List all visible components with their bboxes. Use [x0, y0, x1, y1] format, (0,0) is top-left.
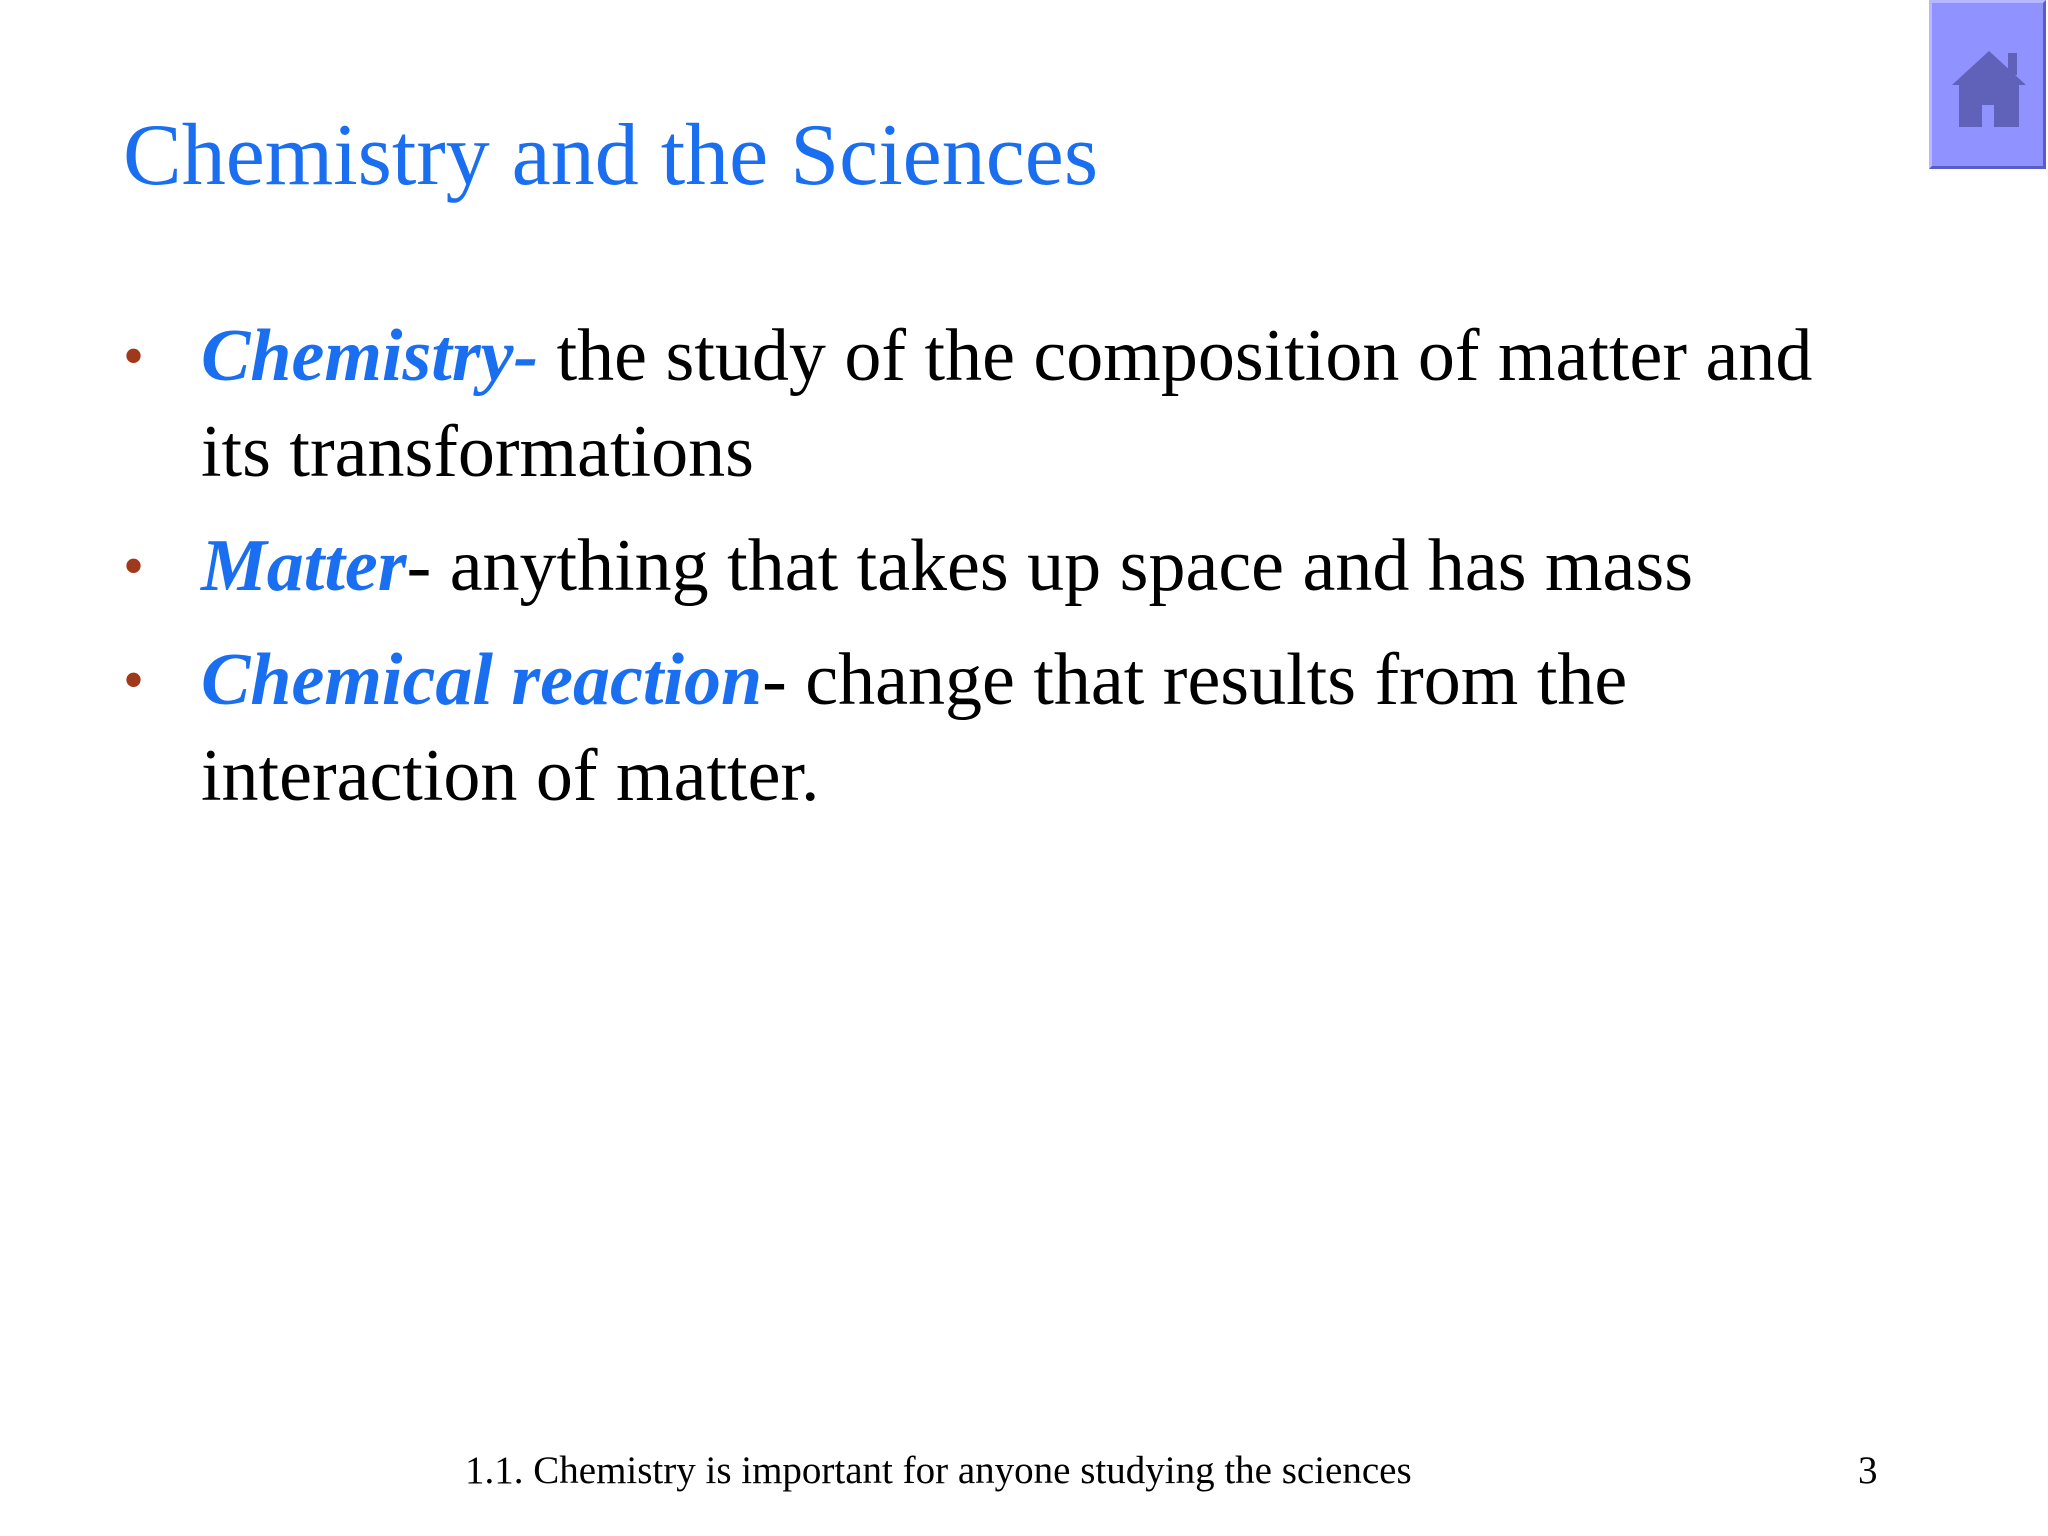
home-icon — [1950, 45, 2028, 129]
bullet-definition: - change that results from the interaction of matter. — [201, 639, 1628, 817]
slide-title: Chemistry and the Sciences — [123, 107, 1099, 204]
bullet-term: Chemical reaction — [201, 639, 763, 721]
bullet-definition: - anything that takes up space and has mass — [406, 525, 1693, 607]
home-button[interactable] — [1929, 0, 2046, 169]
bullet-marker: • — [123, 647, 145, 713]
bullet-item — [123, 518, 1883, 614]
bullet-marker: • — [123, 533, 145, 599]
slide-footer: 1.1. Chemistry is important for anyone studying the sciences — [465, 1449, 1412, 1492]
bullet-item — [123, 632, 1883, 824]
bullet-term: Chemistry- — [201, 315, 539, 397]
bullet-list — [123, 308, 1883, 842]
page-number: 3 — [1858, 1449, 1878, 1492]
bullet-item — [123, 308, 1883, 500]
bullet-definition: the study of the composition of matter and its transformations — [201, 315, 1813, 493]
bullet-term: Matter — [201, 525, 407, 607]
bullet-marker: • — [123, 323, 145, 389]
